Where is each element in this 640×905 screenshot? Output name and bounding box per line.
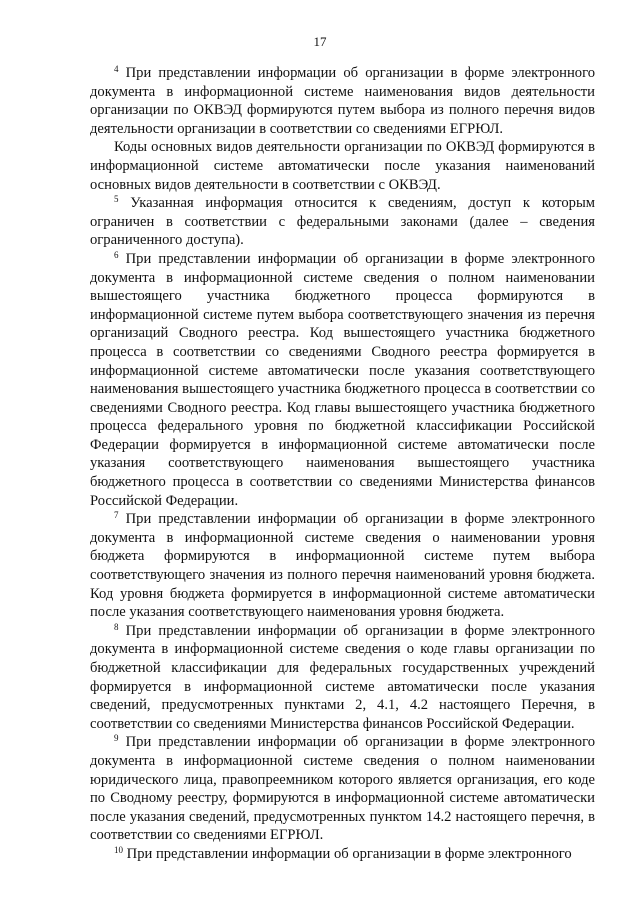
footnote-4-continuation — [90, 138, 595, 194]
footnote-marker: 6 — [114, 249, 119, 260]
page-number: 17 — [313, 34, 327, 49]
footnote-marker: 9 — [114, 733, 119, 744]
footnote-marker: 8 — [114, 621, 119, 632]
footnote-text: Указанная информация относится к сведениям, доступ к которым ограничен в соответствии с федеральными законами (далее – сведения ограниченного доступа). — [90, 195, 595, 249]
footnote-text: При представлении информации об организации в форме электронного документа в информационной системе наименования видов деятельности организации по ОКВЭД формируются путем выбора из полного перечня видов деятельности организации в соответствии со сведениями ЕГРЮЛ. — [90, 65, 595, 137]
footnote-text: При представлении информации об организации в форме электронного документа в информационной системе сведения о наименовании уровня бюджета формируются в информационной системе путем выбора соответствующего значения из полного перечня наименований уровня бюджета. Код уровня бюджета формируется в информационной системе автоматически после указания соответствующего наименования уровня бюджета. — [90, 511, 595, 621]
footnote-marker: 4 — [114, 64, 119, 74]
footnote-text: При представлении информации об организации в форме электронного — [126, 845, 572, 862]
footnote-marker: 7 — [114, 510, 119, 521]
footnotes-body — [90, 64, 595, 864]
footnote-5 — [90, 194, 595, 250]
footnote-4 — [90, 64, 595, 138]
footnote-9 — [90, 733, 595, 845]
footnote-marker: 5 — [114, 194, 119, 205]
footnote-marker: 10 — [114, 844, 123, 855]
paragraph-text: Коды основных видов деятельности организации по ОКВЭД формируются в информационной системе автоматически после указания наименований основных видов деятельности в соответствии с ОКВЭД. — [90, 139, 595, 193]
footnote-8 — [90, 622, 595, 734]
footnote-10 — [90, 845, 595, 864]
footnote-text: При представлении информации об организации в форме электронного документа в информационной системе сведения о коде главы организации по бюджетной классификации для федеральных государственных учреждений формируется в информационной системе автоматически после указания сведений, предусмотренных пунктами 2, 4.1, 4.2 настоящего Перечня, в соответствии со сведениями Министерства финансов Российской Федерации. — [90, 622, 595, 732]
footnote-6 — [90, 250, 595, 510]
footnote-text: При представлении информации об организации в форме электронного документа в информационной системе сведения о полном наименовании вышестоящего участника бюджетного процесса формируются в информационной системе путем выбора соответствующего значения из перечня организаций Сводного реестра. Код вышестоящего участника бюджетного процесса в соответствии со сведениями Сводного реестра формируется в информационной системе автоматически после указания соответствующего наименования вышестоящего участника бюджетного процесса в соответствии со сведениями Сводного реестра. Код главы вышестоящего участника бюджетного процесса федерального уровня по бюджетной классификации Российской Федерации формируется в информационной системе автоматически после указания соответствующего наименования вышестоящего участника бюджетного процесса в соответствии со сведениями Министерства финансов Российской Федерации. — [90, 250, 595, 509]
footnote-text: При представлении информации об организации в форме электронного документа в информационной системе сведения о полном наименовании юридического лица, правопреемником которого является организация, его коде по Сводному реестру, формируются в информационной системе автоматически после указания сведений, предусмотренных пунктом 14.2 настоящего перечня, в соответствии со сведениями ЕГРЮЛ. — [90, 734, 595, 844]
footnote-7 — [90, 510, 595, 622]
